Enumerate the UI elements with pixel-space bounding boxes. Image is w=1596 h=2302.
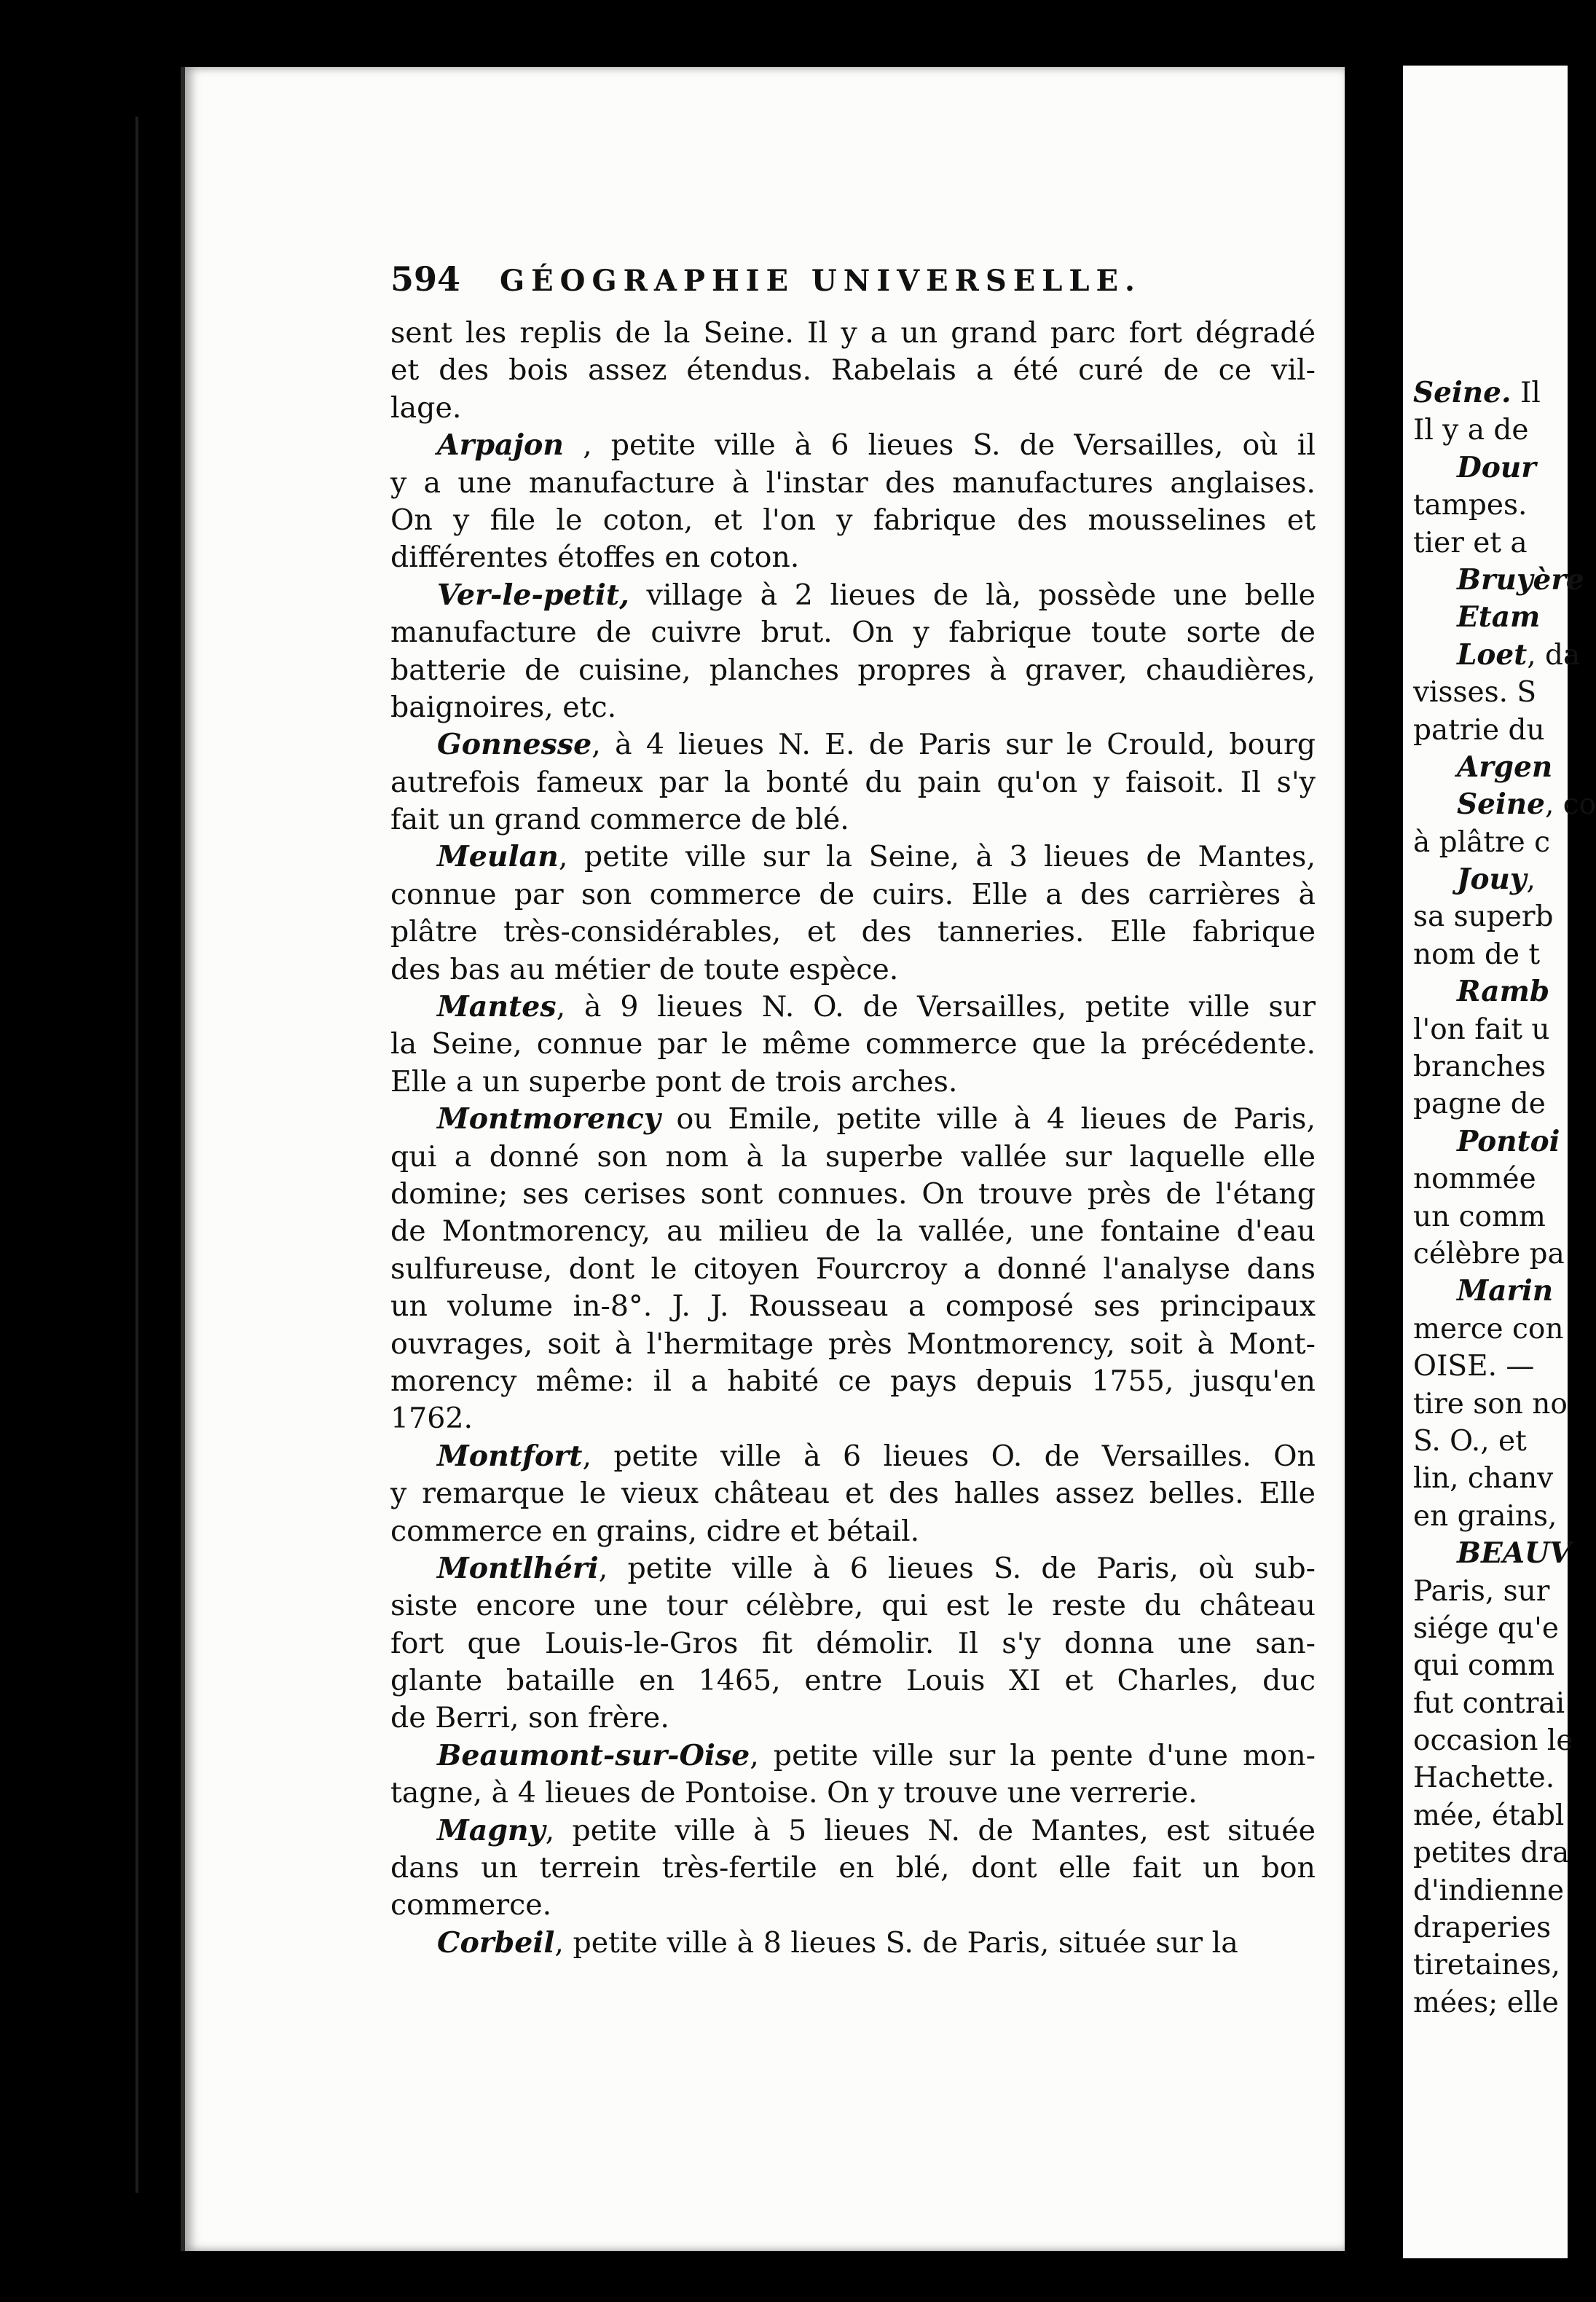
right-line-text: , da (1527, 638, 1581, 672)
right-text-line (1413, 1311, 1596, 1348)
right-text-line (1413, 712, 1596, 749)
entry-line (390, 838, 1316, 876)
line-text: fait un grand commerce de blé. (390, 803, 849, 837)
right-line-text: célèbre pa (1413, 1237, 1565, 1270)
right-line-text: siége qu'e (1413, 1611, 1559, 1645)
right-text-line (1413, 1085, 1596, 1123)
line-text-after: , petite ville à 6 lieues O. de Versailles. On (582, 1439, 1316, 1473)
right-text-line (1413, 936, 1596, 973)
right-line-text: nom de t (1413, 938, 1541, 971)
text-line (390, 1625, 1316, 1662)
right-text-line (1413, 525, 1596, 562)
right-text-line (1413, 1872, 1596, 1909)
line-text: Elle a un superbe pont de trois arches. (390, 1064, 958, 1099)
right-line-text: , co (1544, 788, 1596, 822)
entry-line (390, 1438, 1316, 1475)
left-page-text (390, 261, 1316, 1962)
right-text-line (1413, 1759, 1596, 1796)
right-text-line (1413, 1610, 1596, 1647)
entry-line (390, 1550, 1316, 1587)
entry-line (390, 1812, 1316, 1850)
right-place-name: Etam (1457, 600, 1541, 635)
text-line (390, 764, 1316, 801)
right-line-text: branches (1413, 1050, 1546, 1084)
line-text: plâtre très-considérables, et des tanneries. Elle fabrique (390, 915, 1316, 949)
right-place-name: Seine. (1413, 376, 1512, 409)
line-text: commerce en grains, cidre et bétail. (390, 1514, 920, 1548)
place-name: Corbeil (437, 1925, 555, 1960)
right-place-name: Dour (1457, 450, 1536, 484)
line-text-after: , à 4 lieues N. E. de Paris sur le Crould, bourg (591, 728, 1316, 762)
right-text-line (1413, 824, 1596, 861)
right-text-line (1413, 1797, 1596, 1834)
running-head (390, 261, 1316, 315)
text-line (390, 465, 1316, 502)
text-line (390, 352, 1316, 389)
entry-line (390, 1925, 1316, 1962)
right-text-line (1413, 487, 1596, 524)
text-line (390, 1064, 1316, 1101)
text-line (390, 539, 1316, 576)
text-line (390, 1400, 1316, 1437)
right-line-text: tier et a (1413, 526, 1528, 559)
page-edge-shadow (135, 117, 138, 2193)
text-line (390, 1139, 1316, 1176)
right-line-text: tiretaines, (1413, 1949, 1560, 1982)
right-page (1403, 66, 1596, 2258)
entry-line (390, 1737, 1316, 1775)
book-gutter (1345, 44, 1403, 2273)
right-line-text: Hachette. (1413, 1761, 1555, 1795)
text-line (390, 1700, 1316, 1737)
text-line (390, 390, 1316, 427)
right-text-line (1413, 1685, 1596, 1722)
line-text: y a une manufacture à l'instar des manufactures anglaises. (390, 465, 1316, 500)
page-number: 594 (390, 259, 461, 299)
right-text-line (1413, 374, 1596, 412)
right-text-line (1413, 1535, 1596, 1572)
right-place-name: Pontoi (1457, 1124, 1560, 1158)
line-text: commerce. (390, 1888, 552, 1922)
entry-line (390, 1101, 1316, 1138)
right-place-name: BEAUV (1457, 1536, 1572, 1571)
line-text: un volume in-8°. J. J. Rousseau a composé ses principaux (390, 1289, 1316, 1324)
line-text-after: , à 9 lieues N. O. de Versailles, petite ville sur (556, 990, 1316, 1024)
text-line (390, 1026, 1316, 1063)
line-text: lage. (390, 390, 462, 425)
entry-line (390, 577, 1316, 614)
right-line-text: en grains, (1413, 1499, 1557, 1533)
place-name: Montlhéri (437, 1551, 599, 1585)
right-text-line (1413, 1647, 1596, 1684)
right-text-line (1413, 1984, 1596, 2022)
place-name: Ver-le-petit, (437, 578, 629, 612)
right-text-line (1413, 1386, 1596, 1423)
right-line-text: patrie du (1413, 713, 1545, 747)
line-text-after: , petite ville sur la Seine, à 3 lieues de Mantes, (558, 840, 1316, 874)
right-text-line (1413, 786, 1596, 823)
line-text: qui a donné son nom à la superbe vallée sur laquelle elle (390, 1139, 1316, 1174)
line-text: différentes étoffes en coton. (390, 541, 800, 575)
text-line (390, 1213, 1316, 1250)
text-line (390, 614, 1316, 651)
line-text: baignoires, etc. (390, 690, 617, 724)
text-line (390, 1176, 1316, 1213)
line-text-after: village à 2 lieues de là, possède une belle (629, 578, 1316, 612)
right-place-name: Seine (1457, 787, 1545, 822)
line-text-after: , petite ville à 6 lieues S. de Paris, où sub- (598, 1551, 1316, 1585)
place-name: Montmorency (437, 1102, 661, 1136)
right-text-line (1413, 1236, 1596, 1273)
line-text: de Montmorency, au milieu de la vallée, une fontaine d'eau (390, 1214, 1316, 1249)
line-text: On y file le coton, et l'on y fabrique des mousselines et (390, 503, 1316, 537)
right-line-text: fut contrai (1413, 1686, 1565, 1720)
right-line-text: lin, chanv (1413, 1462, 1554, 1496)
line-text: y remarque le vieux château et des halles assez belles. Elle (390, 1477, 1316, 1511)
line-text: manufacture de cuivre brut. On y fabrique toute sorte de (390, 616, 1316, 650)
right-line-text: draperies (1413, 1912, 1552, 1945)
text-line (390, 1513, 1316, 1550)
text-line (390, 1288, 1316, 1325)
right-text-line (1413, 1947, 1596, 1984)
right-text-line (1413, 861, 1596, 898)
right-line-text: visses. S (1413, 676, 1537, 710)
right-line-text: d'indienne (1413, 1874, 1565, 1907)
text-line (390, 1662, 1316, 1700)
right-line-text: tire son no (1413, 1387, 1568, 1421)
entry-line (390, 427, 1316, 464)
right-line-text: sa superb (1413, 900, 1554, 934)
line-text: siste encore une tour célèbre, qui est le reste du château (390, 1589, 1316, 1623)
line-text-after: , petite ville à 8 lieues S. de Paris, située sur la (554, 1925, 1238, 1960)
right-line-text: tampes. (1413, 489, 1528, 522)
right-line-text: pagne de (1413, 1088, 1546, 1121)
text-line (390, 315, 1316, 352)
right-text-line (1413, 1198, 1596, 1236)
right-text-line (1413, 1834, 1596, 1871)
line-text: des bas au métier de toute espèce. (390, 952, 899, 986)
line-text: morency même: il a habité ce pays depuis 1755, jusqu'en (390, 1364, 1316, 1398)
right-line-text: à plâtre c (1413, 825, 1550, 859)
right-line-text: mées; elle (1413, 1986, 1559, 2019)
line-text: autrefois fameux par la bonté du pain qu'on y faisoit. Il s'y (390, 765, 1316, 799)
right-line-text: Paris, sur (1413, 1574, 1550, 1608)
right-text-line (1413, 637, 1596, 674)
right-line-text: Il y a de (1413, 414, 1529, 447)
place-name: Magny (437, 1813, 546, 1847)
right-text-line (1413, 1011, 1596, 1048)
running-head-title: GÉOGRAPHIE UNIVERSELLE. (500, 264, 1141, 298)
text-line (390, 951, 1316, 989)
right-line-text: mée, établ (1413, 1799, 1565, 1832)
text-line (390, 801, 1316, 838)
right-line-text: occasion le (1413, 1724, 1573, 1758)
line-text: tagne, à 4 lieues de Pontoise. On y trouve une verrerie. (390, 1776, 1198, 1810)
line-text: batterie de cuisine, planches propres à graver, chaudières, (390, 653, 1316, 687)
right-text-line (1413, 1423, 1596, 1460)
right-text-line (1413, 1498, 1596, 1535)
line-text-after: , petite ville à 5 lieues N. de Mantes, est située (545, 1813, 1316, 1847)
right-line-text: qui comm (1413, 1649, 1555, 1683)
right-text-line (1413, 1573, 1596, 1610)
line-text-after: , petite ville à 6 lieues S. de Versailles, où il (564, 428, 1316, 463)
right-text-line (1413, 973, 1596, 1010)
line-text: connue par son commerce de cuirs. Elle a des carrières à (390, 877, 1316, 911)
line-text: fort que Louis-le-Gros fit démolir. Il s'y donna une san- (390, 1626, 1316, 1660)
right-place-name: Marin (1457, 1274, 1554, 1308)
text-line (390, 914, 1316, 951)
text-line (390, 689, 1316, 726)
right-text-line (1413, 1160, 1596, 1198)
right-text-line (1413, 1722, 1596, 1759)
right-text-line (1413, 1348, 1596, 1385)
line-text: sent les replis de la Seine. Il y a un grand parc fort dégradé (390, 316, 1316, 350)
right-line-text: petites dra (1413, 1837, 1570, 1870)
text-line (390, 1775, 1316, 1812)
text-line (390, 1887, 1316, 1924)
line-text: domine; ses cerises sont connues. On trouve près de l'étang (390, 1176, 1316, 1211)
body-text (390, 315, 1316, 1962)
line-text: 1762. (390, 1402, 473, 1436)
place-name: Mantes (437, 990, 557, 1024)
right-line-text: Il (1511, 377, 1541, 409)
right-text-line (1413, 599, 1596, 636)
line-text: dans un terrein très-fertile en blé, dont elle fait un bon (390, 1851, 1316, 1885)
text-line (390, 1251, 1316, 1288)
right-text-line (1413, 749, 1596, 786)
entry-line (390, 726, 1316, 763)
right-place-name: Argen (1457, 750, 1553, 784)
line-text: la Seine, connue par le même commerce que la précédente. (390, 1027, 1316, 1061)
right-text-line (1413, 1123, 1596, 1160)
text-line (390, 1475, 1316, 1512)
right-line-text: merce con (1413, 1312, 1564, 1346)
text-line (390, 1587, 1316, 1625)
right-place-name: Loet (1457, 637, 1528, 672)
right-place-name: Ramb (1457, 975, 1550, 1009)
right-line-text: l'on fait u (1413, 1013, 1550, 1046)
line-text: et des bois assez étendus. Rabelais a été curé de ce vil- (390, 353, 1316, 388)
line-text: sulfureuse, dont le citoyen Fourcroy a donné l'analyse dans (390, 1252, 1316, 1286)
right-text-line (1413, 449, 1596, 487)
right-page-text (1413, 374, 1596, 2022)
right-line-text: un comm (1413, 1200, 1546, 1233)
right-line-text: OISE. — (1413, 1350, 1535, 1383)
right-text-line (1413, 1273, 1596, 1310)
right-line-text: , (1526, 863, 1536, 897)
right-line-text: S. O., et (1413, 1424, 1527, 1458)
right-text-line (1413, 674, 1596, 711)
line-text-after: ou Emile, petite ville à 4 lieues de Paris, (660, 1102, 1316, 1136)
right-place-name: Jouy (1457, 863, 1527, 897)
right-text-line (1413, 1048, 1596, 1085)
place-name: Arpajon (437, 428, 565, 463)
text-line (390, 1850, 1316, 1887)
right-text-line (1413, 1909, 1596, 1947)
right-text-line (1413, 1460, 1596, 1497)
text-line (390, 1363, 1316, 1400)
text-line (390, 652, 1316, 689)
right-line-text: nommée (1413, 1163, 1536, 1196)
line-text: ouvrages, soit à l'hermitage près Montmorency, soit à Mont- (390, 1327, 1316, 1361)
line-text: de Berri, son frère. (390, 1701, 669, 1735)
line-text: glante bataille en 1465, entre Louis XI et Charles, duc (390, 1664, 1316, 1698)
line-text-after: , petite ville sur la pente d'une mon- (750, 1738, 1316, 1772)
right-text-line (1413, 412, 1596, 449)
right-text-line (1413, 898, 1596, 935)
place-name: Meulan (437, 840, 559, 874)
text-line (390, 876, 1316, 914)
right-place-name: Bruyère (1457, 562, 1584, 597)
place-name: Montfort (437, 1439, 583, 1473)
text-line (390, 502, 1316, 539)
place-name: Beaumont-sur-Oise (437, 1738, 750, 1772)
right-text-line (1413, 562, 1596, 599)
text-line (390, 1326, 1316, 1363)
entry-line (390, 989, 1316, 1026)
place-name: Gonnesse (437, 728, 592, 762)
